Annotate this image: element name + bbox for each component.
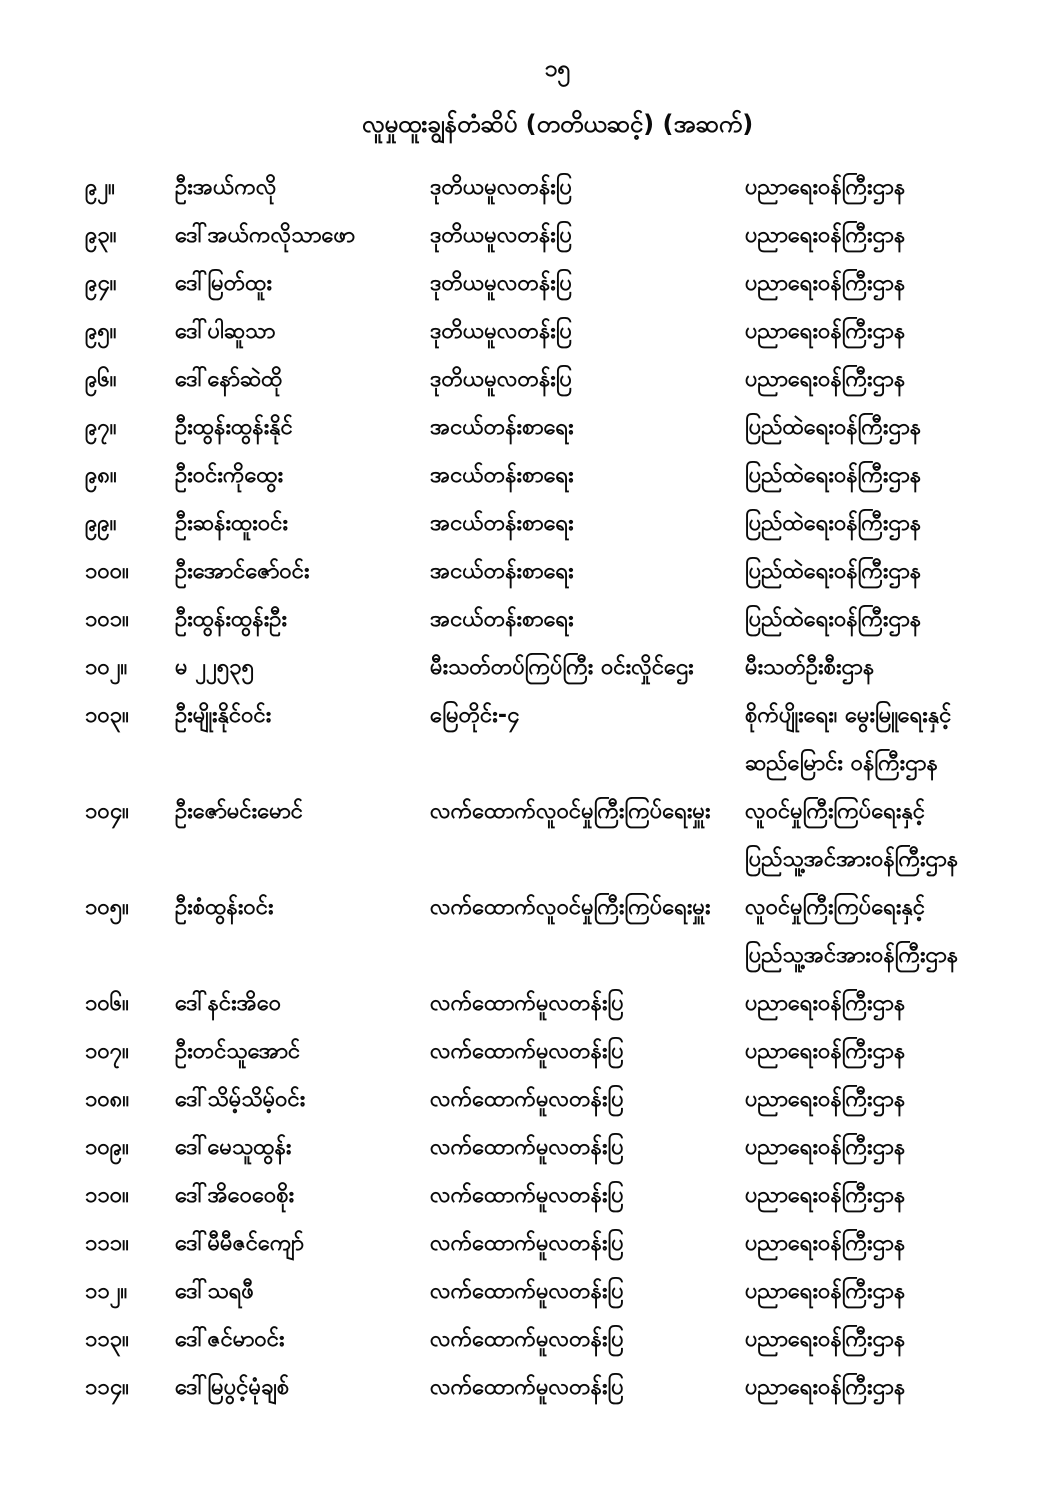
entry-name: ဦးထွန်းထွန်းနိုင် — [175, 415, 293, 440]
entry-position: လက်ထောက်မူလတန်းပြ — [430, 1039, 624, 1064]
entry-row — [0, 884, 1060, 980]
entry-ministry-line1: ပြည်ထဲရေးဝန်ကြီးဌာန — [745, 511, 922, 536]
entry-ministry — [745, 1124, 1060, 1172]
entry-row — [0, 596, 1060, 644]
entry-name: ဒေါ်မြပွင့်မုံချစ် — [175, 1375, 290, 1400]
entry-name: ဒေါ်မေသူထွန်း — [175, 1135, 292, 1160]
entry-position: လက်ထောက်မူလတန်းပြ — [430, 1183, 624, 1208]
entry-ministry-line1: ပြည်ထဲရေးဝန်ကြီးဌာန — [745, 559, 922, 584]
entry-number: ၁၁၄။ — [85, 1375, 129, 1400]
entry-row — [0, 1172, 1060, 1220]
entry-name: ဦးဇော်မင်းမောင် — [175, 799, 303, 824]
entry-position: အငယ်တန်းစာရေး — [430, 463, 574, 488]
entry-position: လက်ထောက်လူဝင်မှုကြီးကြပ်ရေးမှူး — [430, 895, 711, 920]
entry-ministry — [745, 788, 1060, 884]
entry-row — [0, 500, 1060, 548]
entry-ministry-line1: ပညာရေးဝန်ကြီးဌာန — [745, 1183, 906, 1208]
entry-ministry-line1: ပြည်ထဲရေးဝန်ကြီးဌာန — [745, 463, 922, 488]
entry-position: လက်ထောက်မူလတန်းပြ — [430, 1231, 624, 1256]
entry-ministry — [745, 164, 1060, 212]
entry-ministry-line1: ပညာရေးဝန်ကြီးဌာန — [745, 1087, 906, 1112]
entry-position: မြေတိုင်း-၄ — [430, 703, 520, 728]
entry-ministry-line1: ပညာရေးဝန်ကြီးဌာန — [745, 319, 906, 344]
entry-row — [0, 1028, 1060, 1076]
entry-ministry-line2: ဆည်မြောင်း ဝန်ကြီးဌာန — [745, 751, 938, 776]
entry-ministry — [745, 596, 1060, 644]
entry-position: အငယ်တန်းစာရေး — [430, 511, 574, 536]
entry-position: လက်ထောက်လူဝင်မှုကြီးကြပ်ရေးမှူး — [430, 799, 711, 824]
entry-position: လက်ထောက်မူလတန်းပြ — [430, 1375, 624, 1400]
page-number: ၁၅ — [544, 56, 571, 82]
entry-ministry-line1: ပညာရေးဝန်ကြီးဌာန — [745, 271, 906, 296]
entry-name: ဦးဆန်းထူးဝင်း — [175, 511, 289, 536]
entry-name: ဦးမျိုးနိုင်ဝင်း — [175, 703, 272, 728]
entry-row — [0, 788, 1060, 884]
entry-position: လက်ထောက်မူလတန်းပြ — [430, 1279, 624, 1304]
entry-ministry — [745, 500, 1060, 548]
entry-number: ၁၀၆။ — [85, 991, 129, 1016]
entry-number: ၁၀၈။ — [85, 1087, 129, 1112]
entry-number: ၉၉။ — [85, 511, 117, 536]
entry-position: ဒုတိယမူလတန်းပြ — [430, 271, 573, 296]
entry-ministry-line1: ပညာရေးဝန်ကြီးဌာန — [745, 1375, 906, 1400]
entry-ministry — [745, 980, 1060, 1028]
entry-ministry-line1: ပညာရေးဝန်ကြီးဌာန — [745, 223, 906, 248]
entry-ministry — [745, 692, 1060, 788]
entry-row — [0, 980, 1060, 1028]
entry-ministry-line2: ပြည်သူ့အင်အားဝန်ကြီးဌာန — [745, 847, 959, 872]
entry-name: မ ၂၂၅၃၅ — [175, 655, 254, 680]
entry-number: ၉၂။ — [85, 175, 115, 200]
entry-name: ဒေါ်အိဝေဝေစိုး — [175, 1183, 295, 1208]
entry-name: ဒေါ်အယ်ကလိုသာဖော — [175, 223, 356, 248]
entry-number: ၉၈။ — [85, 463, 117, 488]
entry-row — [0, 548, 1060, 596]
entry-name: ဦးအောင်ဇော်ဝင်း — [175, 559, 310, 584]
entry-number: ၁၀၅။ — [85, 895, 129, 920]
entry-number: ၁၀၇။ — [85, 1039, 129, 1064]
entry-number: ၁၁၃။ — [85, 1327, 129, 1352]
entry-number: ၁၀၉။ — [85, 1135, 129, 1160]
entry-ministry — [745, 1028, 1060, 1076]
entry-row — [0, 164, 1060, 212]
entry-ministry-line1: ပညာရေးဝန်ကြီးဌာန — [745, 1327, 906, 1352]
entry-row — [0, 260, 1060, 308]
entry-ministry — [745, 1364, 1060, 1412]
entry-name: ဦးစံထွန်းဝင်း — [175, 895, 274, 920]
entry-name: ဦးထွန်းထွန်းဦး — [175, 607, 288, 632]
entry-ministry-line1: ပညာရေးဝန်ကြီးဌာန — [745, 1135, 906, 1160]
entry-name: ဒေါ်သရဖီ — [175, 1279, 254, 1304]
entry-row — [0, 644, 1060, 692]
entry-position: ဒုတိယမူလတန်းပြ — [430, 367, 573, 392]
entry-ministry — [745, 884, 1060, 980]
entry-position: အငယ်တန်းစာရေး — [430, 607, 574, 632]
entry-position: လက်ထောက်မူလတန်းပြ — [430, 1087, 624, 1112]
entry-name: ဦးတင်သူအောင် — [175, 1039, 301, 1064]
entry-ministry — [745, 404, 1060, 452]
entry-number: ၉၄။ — [85, 271, 117, 296]
entry-ministry — [745, 1076, 1060, 1124]
entry-ministry — [745, 452, 1060, 500]
entry-number: ၁၁၁။ — [85, 1231, 129, 1256]
entry-name: ဒေါ်နော်ဆဲထို — [175, 367, 283, 392]
entry-row — [0, 356, 1060, 404]
entry-row — [0, 212, 1060, 260]
entry-ministry — [745, 1316, 1060, 1364]
entry-ministry-line2: ပြည်သူ့အင်အားဝန်ကြီးဌာန — [745, 943, 959, 968]
entry-ministry — [745, 212, 1060, 260]
entry-number: ၁၀၂။ — [85, 655, 128, 680]
entry-name: ဒေါ်သိမ့်သိမ့်ဝင်း — [175, 1087, 306, 1112]
entry-name: ဒေါ်နင်းအိဝေ — [175, 991, 282, 1016]
entry-row — [0, 1316, 1060, 1364]
entry-ministry — [745, 644, 1060, 692]
entry-ministry — [745, 356, 1060, 404]
entry-number: ၉၃။ — [85, 223, 117, 248]
entry-number: ၉၆။ — [85, 367, 117, 392]
entry-row — [0, 1220, 1060, 1268]
entry-position: လက်ထောက်မူလတန်းပြ — [430, 1327, 624, 1352]
entry-ministry-line1: လူဝင်မှုကြီးကြပ်ရေးနှင့် — [745, 895, 926, 920]
entry-name: ဒေါ်မြတ်ထူး — [175, 271, 273, 296]
entry-name: ဒေါ်ဇင်မာဝင်း — [175, 1327, 285, 1352]
entry-number: ၁၁၀။ — [85, 1183, 129, 1208]
entry-ministry-line1: ပညာရေးဝန်ကြီးဌာန — [745, 991, 906, 1016]
entry-number: ၁၀၃။ — [85, 703, 129, 728]
entry-name: ဦးဝင်းကိုထွေး — [175, 463, 284, 488]
entry-ministry-line1: ပညာရေးဝန်ကြီးဌာန — [745, 367, 906, 392]
entry-number: ၁၁၂။ — [85, 1279, 128, 1304]
entry-position: လက်ထောက်မူလတန်းပြ — [430, 991, 624, 1016]
entry-ministry-line1: ပညာရေးဝန်ကြီးဌာန — [745, 1279, 906, 1304]
entry-row — [0, 1268, 1060, 1316]
entry-name: ဒေါ်ပါဆူသာ — [175, 319, 276, 344]
entry-number: ၁၀၁။ — [85, 607, 129, 632]
entry-ministry — [745, 1172, 1060, 1220]
entry-row — [0, 1364, 1060, 1412]
entry-ministry-line1: ပြည်ထဲရေးဝန်ကြီးဌာန — [745, 607, 922, 632]
entry-ministry-line1: ပြည်ထဲရေးဝန်ကြီးဌာန — [745, 415, 922, 440]
entry-number: ၉၅။ — [85, 319, 117, 344]
entries-list — [0, 164, 1060, 1412]
entry-ministry — [745, 548, 1060, 596]
entry-position: ဒုတိယမူလတန်းပြ — [430, 223, 573, 248]
entry-number: ၁၀၀။ — [85, 559, 129, 584]
entry-ministry-line1: ပညာရေးဝန်ကြီးဌာန — [745, 1039, 906, 1064]
page-title: လူမှုထူးချွန်တံဆိပ် (တတိယဆင့်) (အဆက်) — [361, 110, 754, 138]
entry-row — [0, 692, 1060, 788]
entry-ministry-line1: ပညာရေးဝန်ကြီးဌာန — [745, 1231, 906, 1256]
entry-position: ဒုတိယမူလတန်းပြ — [430, 319, 573, 344]
entry-ministry — [745, 260, 1060, 308]
entry-row — [0, 1076, 1060, 1124]
entry-position: လက်ထောက်မူလတန်းပြ — [430, 1135, 624, 1160]
entry-name: ဒေါ်မီမီဇင်ကျော် — [175, 1231, 304, 1256]
entry-position: အငယ်တန်းစာရေး — [430, 559, 574, 584]
entry-ministry — [745, 1220, 1060, 1268]
entry-row — [0, 1124, 1060, 1172]
entry-ministry-line1: မီးသတ်ဦးစီးဌာန — [745, 655, 875, 680]
entry-number: ၉၇။ — [85, 415, 117, 440]
entry-name: ဦးအယ်ကလို — [175, 175, 277, 200]
entry-ministry — [745, 308, 1060, 356]
entry-row — [0, 308, 1060, 356]
entry-position: မီးသတ်တပ်ကြပ်ကြီး ဝင်းလှိုင်ဌေး — [430, 655, 694, 680]
entry-number: ၁၀၄။ — [85, 799, 129, 824]
entry-position: ဒုတိယမူလတန်းပြ — [430, 175, 573, 200]
entry-position: အငယ်တန်းစာရေး — [430, 415, 574, 440]
entry-ministry-line1: ပညာရေးဝန်ကြီးဌာန — [745, 175, 906, 200]
entry-ministry-line1: စိုက်ပျိုးရေး၊ မွေးမြူရေးနှင့် — [745, 703, 952, 728]
entry-ministry-line1: လူဝင်မှုကြီးကြပ်ရေးနှင့် — [745, 799, 926, 824]
entry-ministry — [745, 1268, 1060, 1316]
entry-row — [0, 404, 1060, 452]
entry-row — [0, 452, 1060, 500]
